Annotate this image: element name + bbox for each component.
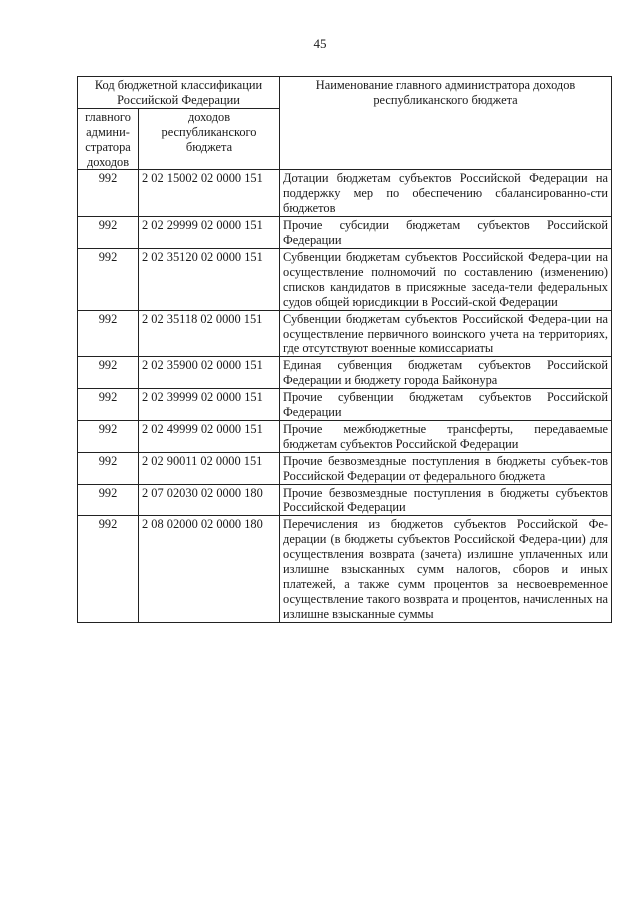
cell-revenue-name: Дотации бюджетам субъектов Российской Федерации на поддержку мер по обеспечению сбалансированно-сти бюджетов <box>280 170 612 217</box>
header-chief-administrator: главного админи-стратора доходов <box>78 108 139 170</box>
cell-revenue-name: Единая субвенция бюджетам субъектов Российской Федерации и бюджету города Байконура <box>280 357 612 389</box>
table-row <box>78 357 612 389</box>
cell-revenue-name: Прочие субсидии бюджетам субъектов Российской Федерации <box>280 217 612 249</box>
table-row <box>78 516 612 622</box>
cell-admin-code: 992 <box>78 420 139 452</box>
cell-admin-code: 992 <box>78 452 139 484</box>
table-row <box>78 389 612 421</box>
table-header <box>78 77 612 170</box>
cell-revenue-code: 2 02 29999 02 0000 151 <box>139 217 280 249</box>
cell-revenue-name: Перечисления из бюджетов субъектов Российской Фе-дерации (в бюджеты субъектов Российской Федера-ции) для осуществления возврата (зачета) излишне уплаченных или излишне взысканных сумм налогов, сборов и иных платежей, а также сумм процентов за несвоевременное осуществление такого возврата и процентов, начисленных на излишне взысканные суммы <box>280 516 612 622</box>
cell-revenue-name: Прочие безвозмездные поступления в бюджеты субъектов Российской Федерации <box>280 484 612 516</box>
cell-revenue-code: 2 02 49999 02 0000 151 <box>139 420 280 452</box>
cell-admin-code: 992 <box>78 217 139 249</box>
table-row <box>78 248 612 310</box>
table-row <box>78 420 612 452</box>
cell-revenue-code: 2 02 35120 02 0000 151 <box>139 248 280 310</box>
table-row <box>78 217 612 249</box>
table-row <box>78 452 612 484</box>
cell-revenue-code: 2 07 02030 02 0000 180 <box>139 484 280 516</box>
cell-admin-code: 992 <box>78 484 139 516</box>
cell-admin-code: 992 <box>78 389 139 421</box>
table-row <box>78 170 612 217</box>
cell-revenue-name: Субвенции бюджетам субъектов Российской Федера-ции на осуществление полномочий по составлению (изменению) списков кандидатов в присяжные заседа-тели федеральных судов общей юрисдикции в Россий-ской Федерации <box>280 248 612 310</box>
header-classification-group: Код бюджетной классификации Российской Федерации <box>78 77 280 109</box>
header-administrator-name: Наименование главного администратора доходов республиканского бюджета <box>280 77 612 170</box>
cell-admin-code: 992 <box>78 516 139 622</box>
cell-revenue-code: 2 02 35900 02 0000 151 <box>139 357 280 389</box>
table-row <box>78 310 612 357</box>
cell-admin-code: 992 <box>78 357 139 389</box>
cell-admin-code: 992 <box>78 248 139 310</box>
table-row <box>78 484 612 516</box>
cell-revenue-name: Прочие субвенции бюджетам субъектов Российской Федерации <box>280 389 612 421</box>
cell-revenue-code: 2 02 90011 02 0000 151 <box>139 452 280 484</box>
cell-revenue-name: Прочие безвозмездные поступления в бюджеты субъек-тов Российской Федерации от федерального бюджета <box>280 452 612 484</box>
table-body <box>78 170 612 622</box>
page-number: 45 <box>313 36 327 51</box>
cell-admin-code: 992 <box>78 170 139 217</box>
cell-revenue-code: 2 02 35118 02 0000 151 <box>139 310 280 357</box>
budget-classification-table <box>77 76 612 623</box>
header-revenue-code: доходов республиканского бюджета <box>139 108 280 170</box>
cell-revenue-code: 2 02 39999 02 0000 151 <box>139 389 280 421</box>
cell-revenue-code: 2 02 15002 02 0000 151 <box>139 170 280 217</box>
cell-revenue-name: Субвенции бюджетам субъектов Российской Федера-ции на осуществление первичного воинского учета на территориях, где отсутствуют военные комиссариаты <box>280 310 612 357</box>
cell-revenue-name: Прочие межбюджетные трансферты, передаваемые бюджетам субъектов Российской Федерации <box>280 420 612 452</box>
cell-admin-code: 992 <box>78 310 139 357</box>
cell-revenue-code: 2 08 02000 02 0000 180 <box>139 516 280 622</box>
